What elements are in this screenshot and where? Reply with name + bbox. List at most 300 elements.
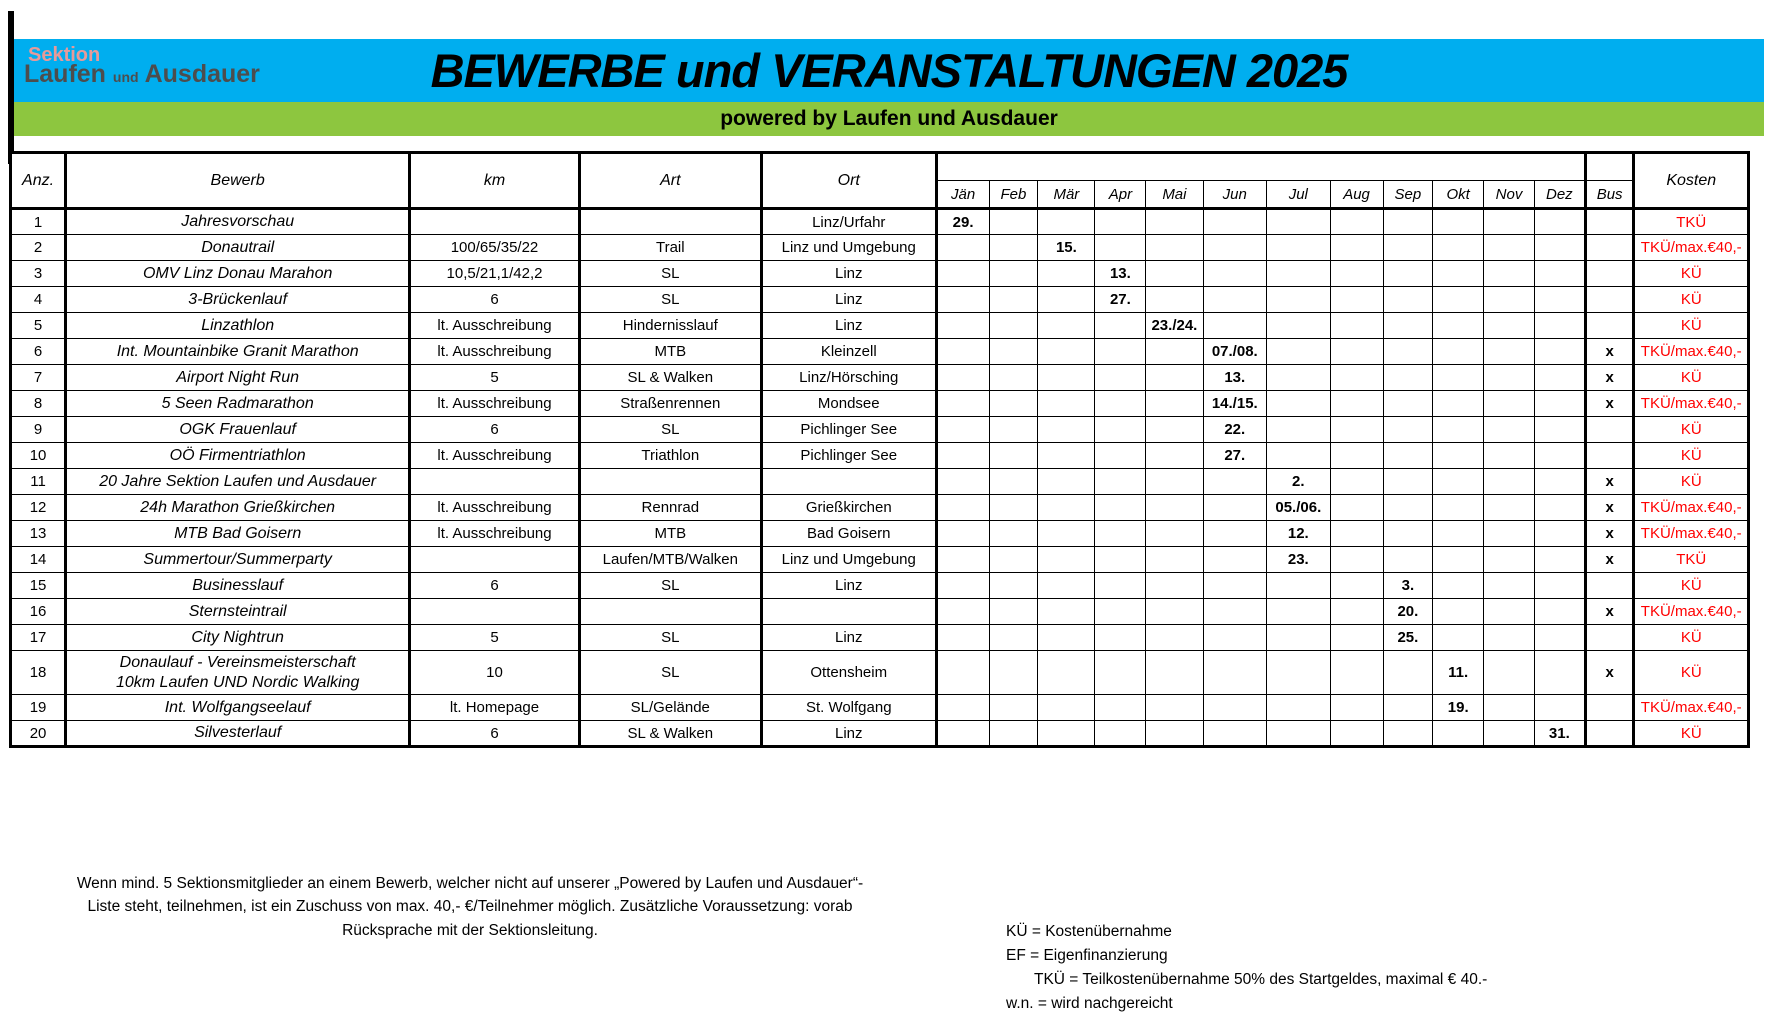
cell-ort: Linz bbox=[761, 313, 936, 339]
cell-month-jul bbox=[1267, 417, 1331, 443]
legend-line: EF = Eigenfinanzierung bbox=[1006, 947, 1168, 965]
cell-bus: x bbox=[1585, 521, 1634, 547]
cell-bewerb: Jahresvorschau bbox=[66, 209, 410, 235]
cell-art: Laufen/MTB/Walken bbox=[579, 547, 761, 573]
cell-art: Hindernisslauf bbox=[579, 313, 761, 339]
cell-month-apr bbox=[1095, 547, 1146, 573]
cell-kosten: KÜ bbox=[1634, 469, 1749, 495]
cell-month-mär bbox=[1038, 417, 1095, 443]
col-header-month-mär: Mär bbox=[1038, 181, 1095, 209]
cell-month-jun bbox=[1203, 209, 1267, 235]
cell-month-nov bbox=[1484, 721, 1535, 747]
cell-ort: Ottensheim bbox=[761, 651, 936, 695]
cell-month-okt bbox=[1433, 417, 1484, 443]
cell-kosten: KÜ bbox=[1634, 721, 1749, 747]
cell-month-aug bbox=[1330, 417, 1383, 443]
cell-month-feb bbox=[989, 599, 1038, 625]
cell-month-jän bbox=[936, 365, 989, 391]
cell-month-sep: 25. bbox=[1383, 625, 1433, 651]
col-header-month-sep: Sep bbox=[1383, 181, 1433, 209]
cell-month-jän bbox=[936, 495, 989, 521]
cell-anz: 12 bbox=[11, 495, 66, 521]
cell-month-jun: 22. bbox=[1203, 417, 1267, 443]
cell-month-okt bbox=[1433, 339, 1484, 365]
cell-ort bbox=[761, 599, 936, 625]
cell-month-jul bbox=[1267, 695, 1331, 721]
cell-month-apr bbox=[1095, 339, 1146, 365]
table-row bbox=[11, 695, 1749, 721]
cell-km: 100/65/35/22 bbox=[410, 235, 579, 261]
cell-month-aug bbox=[1330, 287, 1383, 313]
logo-word-laufen: Laufen bbox=[24, 60, 106, 88]
cell-ort: Bad Goisern bbox=[761, 521, 936, 547]
cell-month-mai bbox=[1146, 721, 1203, 747]
cell-month-aug bbox=[1330, 521, 1383, 547]
cell-month-feb bbox=[989, 521, 1038, 547]
cell-month-sep bbox=[1383, 235, 1433, 261]
cell-km: lt. Ausschreibung bbox=[410, 339, 579, 365]
cell-month-mär bbox=[1038, 599, 1095, 625]
cell-art: Straßenrennen bbox=[579, 391, 761, 417]
cell-kosten: TKÜ/max.€40,- bbox=[1634, 695, 1749, 721]
cell-month-dez bbox=[1534, 695, 1585, 721]
cell-month-dez bbox=[1534, 339, 1585, 365]
cell-month-sep bbox=[1383, 443, 1433, 469]
cell-art: SL bbox=[579, 573, 761, 599]
cell-month-jän bbox=[936, 721, 989, 747]
cell-month-sep bbox=[1383, 469, 1433, 495]
cell-month-nov bbox=[1484, 547, 1535, 573]
cell-bewerb: Summertour/Summerparty bbox=[66, 547, 410, 573]
cell-month-jun bbox=[1203, 547, 1267, 573]
cell-month-sep bbox=[1383, 209, 1433, 235]
cell-month-aug bbox=[1330, 209, 1383, 235]
cell-bus: x bbox=[1585, 391, 1634, 417]
cell-month-jul bbox=[1267, 339, 1331, 365]
cell-km: 6 bbox=[410, 287, 579, 313]
events-table bbox=[9, 151, 1750, 748]
cell-month-mai bbox=[1146, 417, 1203, 443]
cell-art bbox=[579, 599, 761, 625]
cell-month-jän bbox=[936, 391, 989, 417]
cell-month-dez bbox=[1534, 417, 1585, 443]
cell-bus: x bbox=[1585, 339, 1634, 365]
cell-month-sep bbox=[1383, 721, 1433, 747]
cell-month-nov bbox=[1484, 365, 1535, 391]
cell-month-sep bbox=[1383, 287, 1433, 313]
cell-month-jul: 12. bbox=[1267, 521, 1331, 547]
cell-ort: St. Wolfgang bbox=[761, 695, 936, 721]
cell-art: SL/Gelände bbox=[579, 695, 761, 721]
cell-month-jul bbox=[1267, 391, 1331, 417]
month-group-spacer bbox=[936, 153, 1585, 181]
cell-kosten: TKÜ bbox=[1634, 209, 1749, 235]
cell-month-aug bbox=[1330, 365, 1383, 391]
cell-month-aug bbox=[1330, 469, 1383, 495]
cell-art: SL & Walken bbox=[579, 365, 761, 391]
cell-ort: Linz und Umgebung bbox=[761, 547, 936, 573]
cell-month-okt bbox=[1433, 235, 1484, 261]
cell-bewerb: MTB Bad Goisern bbox=[66, 521, 410, 547]
cell-kosten: KÜ bbox=[1634, 287, 1749, 313]
table-row bbox=[11, 235, 1749, 261]
cell-ort: Linz/Hörsching bbox=[761, 365, 936, 391]
cell-km bbox=[410, 209, 579, 235]
cell-month-okt bbox=[1433, 521, 1484, 547]
cell-month-dez bbox=[1534, 573, 1585, 599]
cell-kosten: KÜ bbox=[1634, 443, 1749, 469]
cell-km: lt. Ausschreibung bbox=[410, 313, 579, 339]
cell-month-jun bbox=[1203, 651, 1267, 695]
cell-kosten: TKÜ/max.€40,- bbox=[1634, 391, 1749, 417]
cell-month-aug bbox=[1330, 721, 1383, 747]
cell-month-feb bbox=[989, 287, 1038, 313]
cell-month-apr bbox=[1095, 521, 1146, 547]
cell-month-feb bbox=[989, 339, 1038, 365]
cell-month-jul bbox=[1267, 287, 1331, 313]
cell-month-feb bbox=[989, 209, 1038, 235]
col-header-bus: Bus bbox=[1585, 181, 1634, 209]
banner-white-strip bbox=[14, 11, 1764, 39]
cell-month-nov bbox=[1484, 287, 1535, 313]
cell-month-nov bbox=[1484, 209, 1535, 235]
cell-km: lt. Ausschreibung bbox=[410, 391, 579, 417]
table-row bbox=[11, 417, 1749, 443]
cell-kosten: TKÜ/max.€40,- bbox=[1634, 495, 1749, 521]
cell-anz: 11 bbox=[11, 469, 66, 495]
cell-month-aug bbox=[1330, 339, 1383, 365]
cell-month-nov bbox=[1484, 235, 1535, 261]
cell-ort: Mondsee bbox=[761, 391, 936, 417]
cell-bewerb: Airport Night Run bbox=[66, 365, 410, 391]
col-header-art: Art bbox=[579, 153, 761, 209]
cell-month-mai bbox=[1146, 261, 1203, 287]
cell-month-feb bbox=[989, 625, 1038, 651]
cell-bewerb: Int. Mountainbike Granit Marathon bbox=[66, 339, 410, 365]
cell-kosten: TKÜ/max.€40,- bbox=[1634, 521, 1749, 547]
cell-month-okt bbox=[1433, 495, 1484, 521]
cell-month-mai bbox=[1146, 495, 1203, 521]
cell-month-mai: 23./24. bbox=[1146, 313, 1203, 339]
cell-anz: 15 bbox=[11, 573, 66, 599]
cell-month-mär bbox=[1038, 573, 1095, 599]
cell-bus bbox=[1585, 417, 1634, 443]
cell-month-dez bbox=[1534, 365, 1585, 391]
cell-kosten: KÜ bbox=[1634, 365, 1749, 391]
cell-anz: 13 bbox=[11, 521, 66, 547]
table-row bbox=[11, 599, 1749, 625]
cell-month-jun bbox=[1203, 573, 1267, 599]
cell-month-feb bbox=[989, 261, 1038, 287]
cell-bewerb: 3-Brückenlauf bbox=[66, 287, 410, 313]
cell-month-dez bbox=[1534, 235, 1585, 261]
banner-green-strip bbox=[14, 102, 1764, 136]
cell-anz: 20 bbox=[11, 721, 66, 747]
cell-art: MTB bbox=[579, 521, 761, 547]
cell-month-sep bbox=[1383, 695, 1433, 721]
cell-kosten: KÜ bbox=[1634, 625, 1749, 651]
cell-month-apr bbox=[1095, 625, 1146, 651]
cell-bus bbox=[1585, 625, 1634, 651]
cell-month-okt bbox=[1433, 209, 1484, 235]
cell-month-okt bbox=[1433, 365, 1484, 391]
col-header-kosten: Kosten bbox=[1634, 153, 1749, 209]
banner-blue-strip bbox=[14, 39, 1764, 102]
cell-month-okt bbox=[1433, 573, 1484, 599]
cell-month-jän bbox=[936, 695, 989, 721]
cell-art bbox=[579, 469, 761, 495]
cell-ort: Linz/Urfahr bbox=[761, 209, 936, 235]
cell-month-jän bbox=[936, 235, 989, 261]
cell-bus: x bbox=[1585, 547, 1634, 573]
cell-bewerb: OÖ Firmentriathlon bbox=[66, 443, 410, 469]
cell-month-okt bbox=[1433, 391, 1484, 417]
cell-month-aug bbox=[1330, 235, 1383, 261]
cell-month-mai bbox=[1146, 209, 1203, 235]
cell-month-dez bbox=[1534, 625, 1585, 651]
cell-km: 6 bbox=[410, 721, 579, 747]
table-row bbox=[11, 573, 1749, 599]
cell-bus bbox=[1585, 443, 1634, 469]
col-header-month-jul: Jul bbox=[1267, 181, 1331, 209]
cell-month-jän bbox=[936, 313, 989, 339]
cell-month-jul: 2. bbox=[1267, 469, 1331, 495]
cell-month-mai bbox=[1146, 365, 1203, 391]
cell-anz: 19 bbox=[11, 695, 66, 721]
cell-month-jul: 23. bbox=[1267, 547, 1331, 573]
cell-art: SL bbox=[579, 651, 761, 695]
cell-month-jun bbox=[1203, 521, 1267, 547]
cell-month-apr bbox=[1095, 391, 1146, 417]
cell-km: 5 bbox=[410, 365, 579, 391]
table-row bbox=[11, 261, 1749, 287]
cell-bewerb: Int. Wolfgangseelauf bbox=[66, 695, 410, 721]
cell-kosten: KÜ bbox=[1634, 313, 1749, 339]
cell-month-nov bbox=[1484, 573, 1535, 599]
col-header-ort: Ort bbox=[761, 153, 936, 209]
cell-month-feb bbox=[989, 469, 1038, 495]
table-row bbox=[11, 495, 1749, 521]
cell-month-mär: 15. bbox=[1038, 235, 1095, 261]
cell-month-jän bbox=[936, 287, 989, 313]
cell-month-okt bbox=[1433, 287, 1484, 313]
cell-month-jul bbox=[1267, 651, 1331, 695]
cell-month-apr bbox=[1095, 573, 1146, 599]
cell-kosten: KÜ bbox=[1634, 417, 1749, 443]
cell-km: 6 bbox=[410, 573, 579, 599]
header-row-main bbox=[11, 153, 1749, 181]
table-row bbox=[11, 547, 1749, 573]
cell-month-mär bbox=[1038, 495, 1095, 521]
cell-month-jul bbox=[1267, 599, 1331, 625]
legend-line: TKÜ = Teilkostenübernahme 50% des Startgeldes, maximal € 40.- bbox=[1034, 971, 1488, 989]
cell-bus: x bbox=[1585, 469, 1634, 495]
cell-month-jun bbox=[1203, 599, 1267, 625]
cell-bewerb: OGK Frauenlauf bbox=[66, 417, 410, 443]
cell-month-nov bbox=[1484, 391, 1535, 417]
cell-month-dez bbox=[1534, 469, 1585, 495]
cell-kosten: KÜ bbox=[1634, 651, 1749, 695]
cell-month-jun bbox=[1203, 235, 1267, 261]
cell-month-mai bbox=[1146, 391, 1203, 417]
cell-month-apr bbox=[1095, 209, 1146, 235]
cell-art: SL bbox=[579, 625, 761, 651]
table-row bbox=[11, 721, 1749, 747]
cell-month-jän bbox=[936, 625, 989, 651]
cell-month-jun bbox=[1203, 261, 1267, 287]
cell-month-sep: 20. bbox=[1383, 599, 1433, 625]
cell-km: lt. Ausschreibung bbox=[410, 521, 579, 547]
cell-art: Trail bbox=[579, 235, 761, 261]
events-table-container bbox=[9, 151, 1750, 748]
cell-anz: 18 bbox=[11, 651, 66, 695]
cell-month-apr: 13. bbox=[1095, 261, 1146, 287]
cell-month-jun: 13. bbox=[1203, 365, 1267, 391]
cell-month-sep bbox=[1383, 391, 1433, 417]
cell-month-jul bbox=[1267, 209, 1331, 235]
cell-art: SL bbox=[579, 287, 761, 313]
cell-bewerb: 20 Jahre Sektion Laufen und Ausdauer bbox=[66, 469, 410, 495]
cell-month-jul bbox=[1267, 721, 1331, 747]
cell-month-aug bbox=[1330, 495, 1383, 521]
cell-bus bbox=[1585, 313, 1634, 339]
table-row bbox=[11, 443, 1749, 469]
cell-month-nov bbox=[1484, 261, 1535, 287]
header-banner bbox=[8, 11, 1764, 164]
cell-ort: Pichlinger See bbox=[761, 443, 936, 469]
cell-month-dez bbox=[1534, 313, 1585, 339]
cell-month-nov bbox=[1484, 495, 1535, 521]
cell-month-nov bbox=[1484, 599, 1535, 625]
cell-bus bbox=[1585, 573, 1634, 599]
cell-month-okt bbox=[1433, 547, 1484, 573]
cell-anz: 16 bbox=[11, 599, 66, 625]
cell-month-jän: 29. bbox=[936, 209, 989, 235]
cell-month-okt bbox=[1433, 599, 1484, 625]
cell-month-mär bbox=[1038, 521, 1095, 547]
cell-km: lt. Homepage bbox=[410, 695, 579, 721]
cell-km: 10 bbox=[410, 651, 579, 695]
cell-month-jän bbox=[936, 261, 989, 287]
cell-anz: 17 bbox=[11, 625, 66, 651]
cell-bus bbox=[1585, 721, 1634, 747]
cell-month-apr bbox=[1095, 695, 1146, 721]
cell-art: SL bbox=[579, 417, 761, 443]
cell-month-nov bbox=[1484, 521, 1535, 547]
cell-ort: Linz und Umgebung bbox=[761, 235, 936, 261]
cell-anz: 3 bbox=[11, 261, 66, 287]
cell-month-dez bbox=[1534, 443, 1585, 469]
cell-month-dez: 31. bbox=[1534, 721, 1585, 747]
col-header-anz: Anz. bbox=[11, 153, 66, 209]
cell-month-dez bbox=[1534, 209, 1585, 235]
cell-month-okt bbox=[1433, 721, 1484, 747]
cell-bewerb: Silvesterlauf bbox=[66, 721, 410, 747]
cell-month-jän bbox=[936, 521, 989, 547]
cell-ort: Kleinzell bbox=[761, 339, 936, 365]
cell-month-mai bbox=[1146, 573, 1203, 599]
cell-month-feb bbox=[989, 417, 1038, 443]
cell-month-apr bbox=[1095, 365, 1146, 391]
col-header-month-jän: Jän bbox=[936, 181, 989, 209]
footnote-text: Wenn mind. 5 Sektionsmitglieder an einem Bewerb, welcher nicht auf unserer „Powered by Laufen und Ausdauer“-Liste steht, teilnehmen, ist ein Zuschuss von max. 40,- €/Teilnehmer möglich. Zusätzliche Voraussetzung: vorab Rücksprache mit der Sektionsleitung. bbox=[76, 875, 864, 939]
cell-kosten: KÜ bbox=[1634, 261, 1749, 287]
cell-month-mär bbox=[1038, 721, 1095, 747]
logo-word-ausdauer: Ausdauer bbox=[144, 60, 260, 88]
cell-month-okt: 19. bbox=[1433, 695, 1484, 721]
cell-month-dez bbox=[1534, 521, 1585, 547]
cell-month-jul bbox=[1267, 235, 1331, 261]
cell-bewerb: 5 Seen Radmarathon bbox=[66, 391, 410, 417]
cell-month-mär bbox=[1038, 443, 1095, 469]
table-row bbox=[11, 313, 1749, 339]
cell-month-dez bbox=[1534, 287, 1585, 313]
cell-month-aug bbox=[1330, 625, 1383, 651]
cell-month-feb bbox=[989, 651, 1038, 695]
cell-month-mai bbox=[1146, 599, 1203, 625]
cell-month-jun bbox=[1203, 721, 1267, 747]
cell-month-feb bbox=[989, 313, 1038, 339]
cell-bus bbox=[1585, 261, 1634, 287]
cell-month-mai bbox=[1146, 469, 1203, 495]
cell-ort bbox=[761, 469, 936, 495]
cell-month-okt: 11. bbox=[1433, 651, 1484, 695]
table-header bbox=[11, 153, 1749, 209]
cell-anz: 14 bbox=[11, 547, 66, 573]
cell-month-nov bbox=[1484, 313, 1535, 339]
cell-km bbox=[410, 599, 579, 625]
cell-month-apr bbox=[1095, 313, 1146, 339]
cell-month-jän bbox=[936, 651, 989, 695]
table-row bbox=[11, 521, 1749, 547]
cell-month-dez bbox=[1534, 599, 1585, 625]
cell-month-apr: 27. bbox=[1095, 287, 1146, 313]
cell-month-dez bbox=[1534, 261, 1585, 287]
cell-month-mai bbox=[1146, 547, 1203, 573]
cell-month-jun bbox=[1203, 287, 1267, 313]
cell-ort: Linz bbox=[761, 625, 936, 651]
cell-bewerb bbox=[66, 651, 410, 695]
cell-month-okt bbox=[1433, 261, 1484, 287]
cell-bus: x bbox=[1585, 599, 1634, 625]
cell-month-sep bbox=[1383, 521, 1433, 547]
cell-month-apr bbox=[1095, 443, 1146, 469]
cell-ort: Linz bbox=[761, 573, 936, 599]
col-header-month-dez: Dez bbox=[1534, 181, 1585, 209]
cell-month-sep bbox=[1383, 261, 1433, 287]
cell-anz: 10 bbox=[11, 443, 66, 469]
cell-month-mai bbox=[1146, 651, 1203, 695]
col-header-bewerb: Bewerb bbox=[66, 153, 410, 209]
cell-month-mai bbox=[1146, 625, 1203, 651]
cell-month-aug bbox=[1330, 261, 1383, 287]
cell-month-aug bbox=[1330, 391, 1383, 417]
cell-ort: Linz bbox=[761, 287, 936, 313]
cell-month-okt bbox=[1433, 443, 1484, 469]
table-row bbox=[11, 339, 1749, 365]
cell-month-sep bbox=[1383, 313, 1433, 339]
cell-month-mär bbox=[1038, 547, 1095, 573]
cell-month-jun: 27. bbox=[1203, 443, 1267, 469]
col-header-month-jun: Jun bbox=[1203, 181, 1267, 209]
cell-month-aug bbox=[1330, 443, 1383, 469]
cell-month-jul bbox=[1267, 573, 1331, 599]
cell-month-sep bbox=[1383, 495, 1433, 521]
cell-bewerb: Sternsteintrail bbox=[66, 599, 410, 625]
cell-month-aug bbox=[1330, 573, 1383, 599]
cell-month-feb bbox=[989, 573, 1038, 599]
cost-legend bbox=[1006, 920, 1487, 1016]
